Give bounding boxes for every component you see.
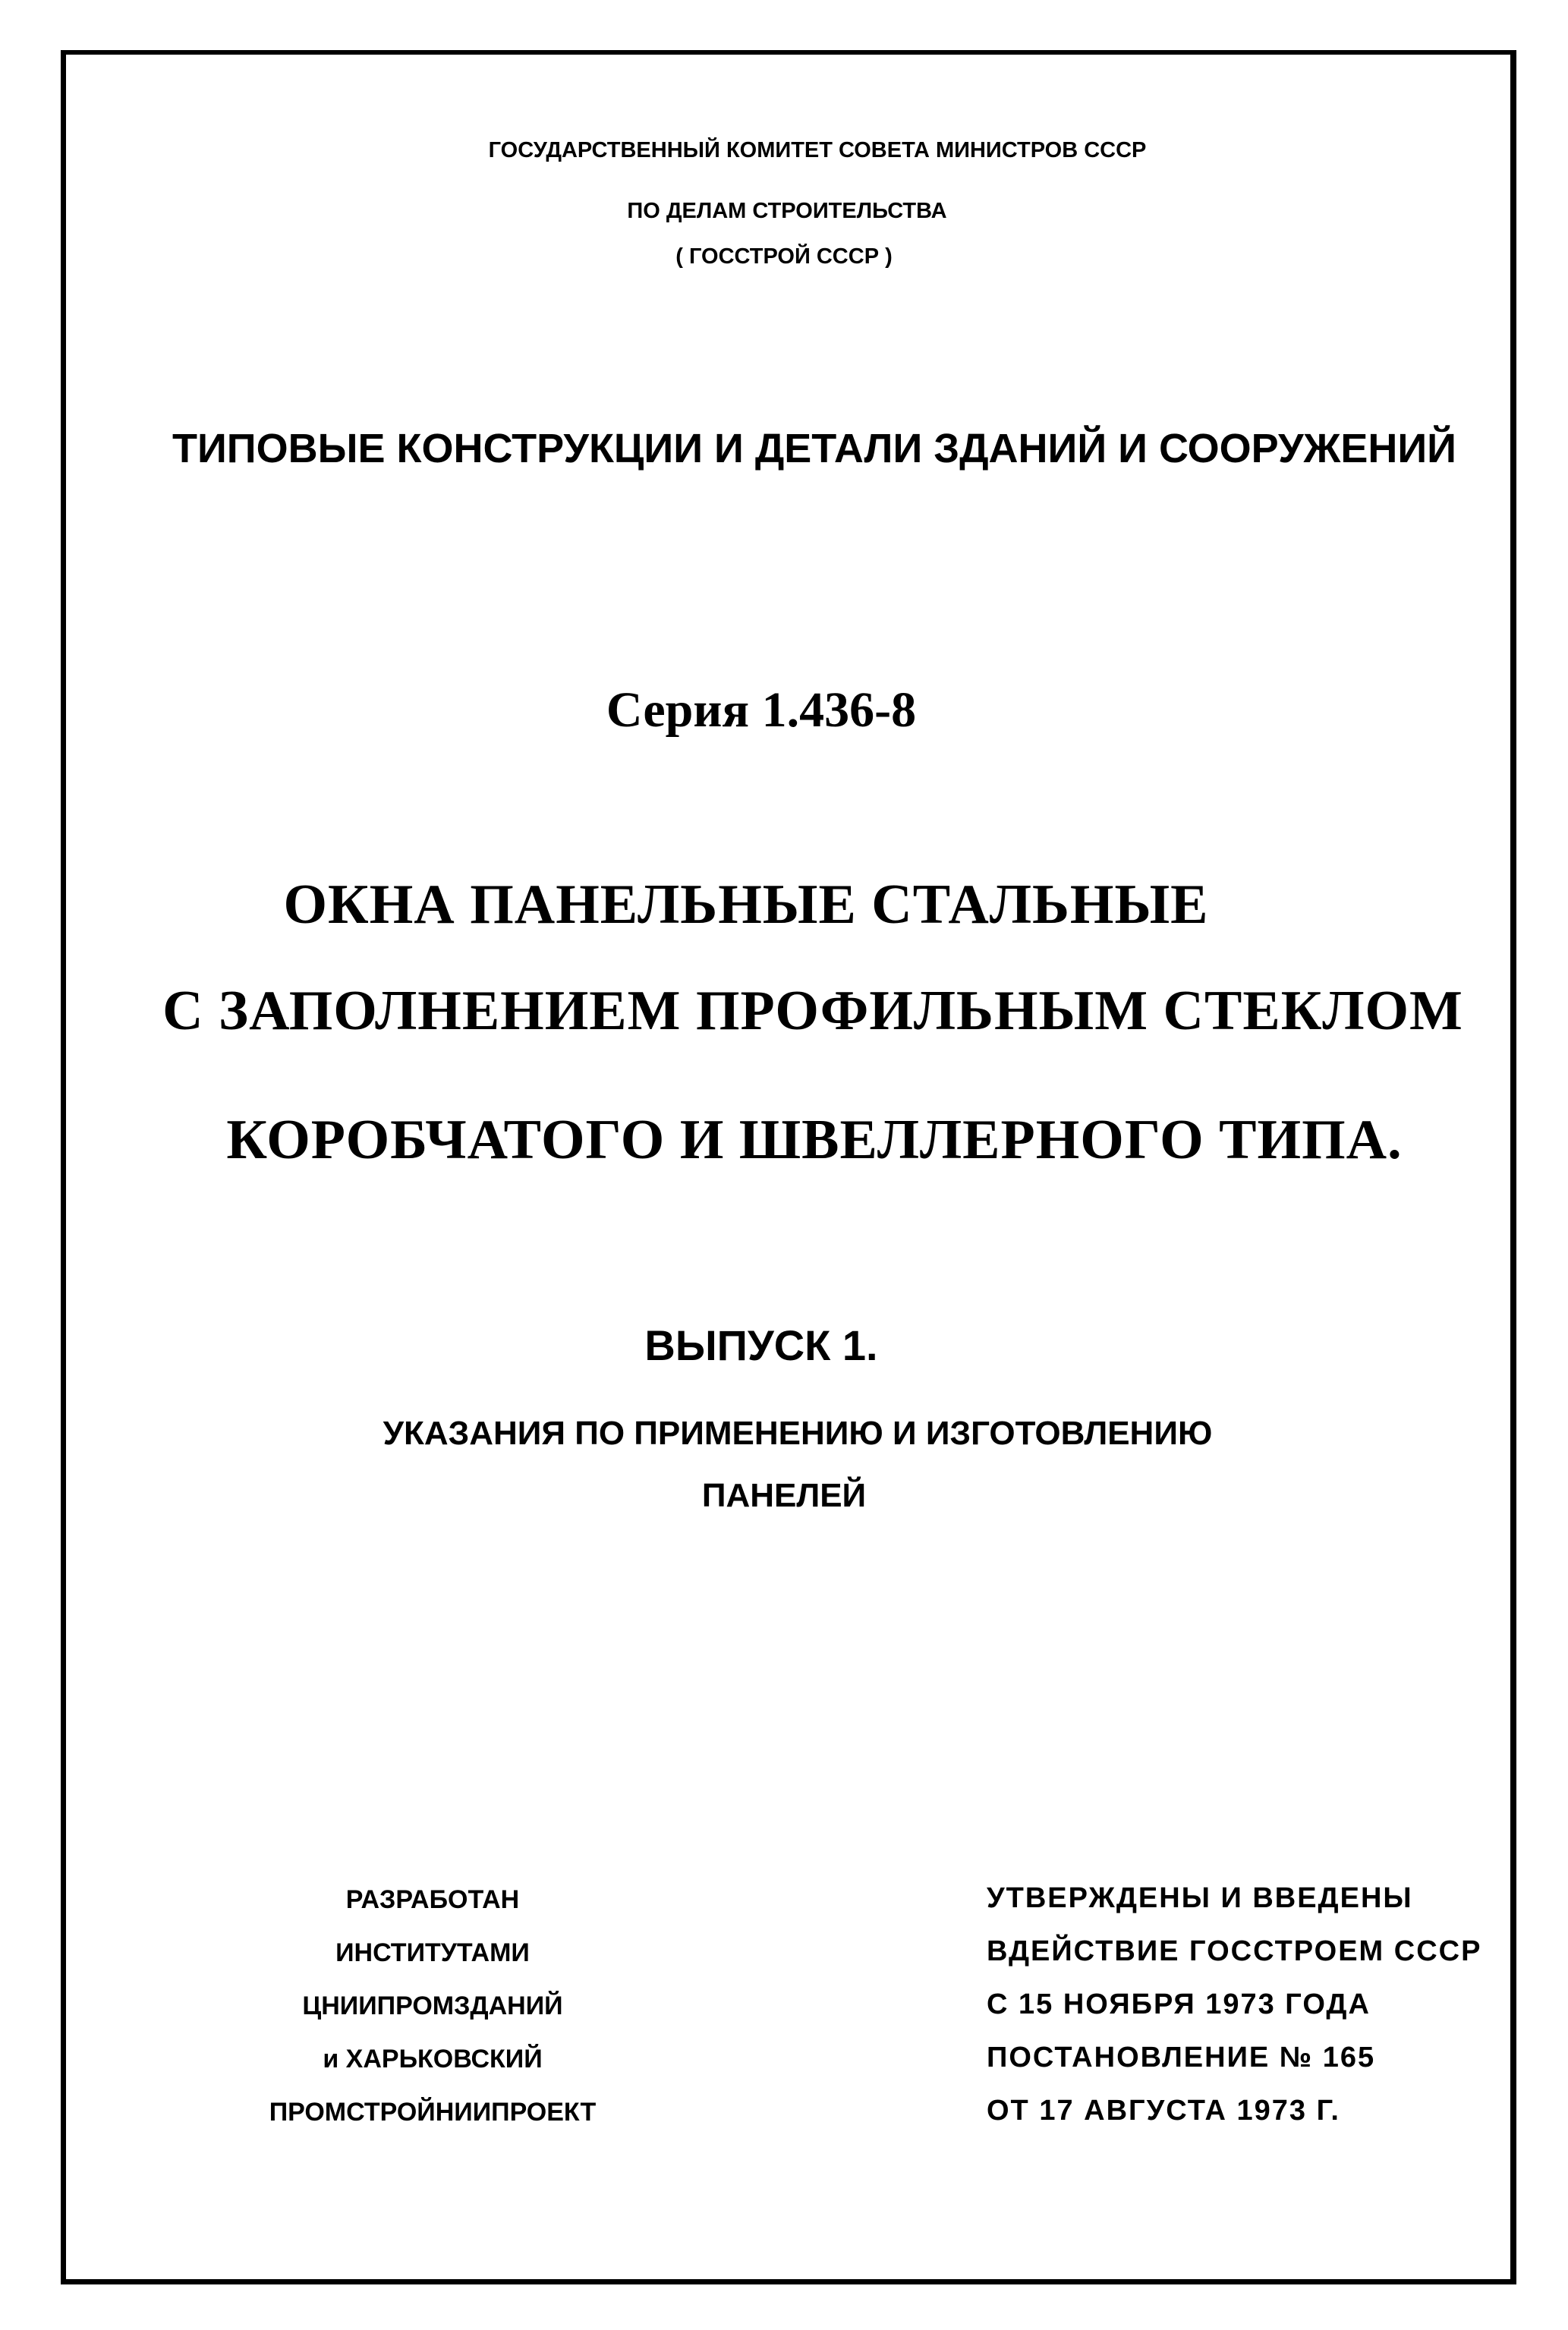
- developer-line: РАЗРАБОТАН: [345, 1885, 520, 1914]
- document-title-line-3: КОРОБЧАТОГО И ШВЕЛЛЕРНОГО ТИПА.: [226, 1109, 1403, 1171]
- subtitle-line-1: УКАЗАНИЯ ПО ПРИМЕНЕНИЮ И ИЗГОТОВЛЕНИЮ: [383, 1415, 1213, 1452]
- collection-heading: ТИПОВЫЕ КОНСТРУКЦИИ И ДЕТАЛИ ЗДАНИЙ И СООРУЖЕНИЙ: [172, 426, 1456, 471]
- org-line-2: ПО ДЕЛАМ СТРОИТЕЛЬСТВА: [627, 199, 947, 223]
- document-title-line-2: С ЗАПОЛНЕНИЕМ ПРОФИЛЬНЫМ СТЕКЛОМ: [162, 980, 1463, 1042]
- developer-line: и ХАРЬКОВСКИЙ: [323, 2045, 543, 2073]
- approval-line: ОТ 17 АВГУСТА 1973 Г.: [987, 2095, 1340, 2127]
- approval-line: С 15 НОЯБРЯ 1973 ГОДА: [987, 1988, 1371, 2020]
- document-title-line-1: ОКНА ПАНЕЛЬНЫЕ СТАЛЬНЫЕ: [283, 874, 1209, 936]
- org-line-3: ( ГОССТРОЙ СССР ): [675, 244, 893, 269]
- developer-block: [220, 1873, 645, 2139]
- developer-line: ПРОМСТРОЙНИИПРОЕКТ: [269, 2098, 597, 2127]
- approval-line: ПОСТАНОВЛЕНИЕ № 165: [987, 2042, 1376, 2073]
- org-line-1: ГОСУДАРСТВЕННЫЙ КОМИТЕТ СОВЕТА МИНИСТРОВ СССР: [488, 138, 1147, 162]
- subtitle-line-2: ПАНЕЛЕЙ: [701, 1477, 867, 1514]
- approval-line: УТВЕРЖДЕНЫ И ВВЕДЕНЫ: [987, 1882, 1413, 1914]
- approval-line: ВДЕЙСТВИЕ ГОССТРОЕМ СССР: [987, 1935, 1482, 1967]
- approval-block: [987, 1872, 1481, 2137]
- developer-line: ЦНИИПРОМЗДАНИЙ: [302, 1992, 563, 2020]
- issue-number: ВЫПУСК 1.: [644, 1321, 878, 1369]
- developer-line: ИНСТИТУТАМИ: [335, 1938, 530, 1967]
- series-number: Серия 1.436-8: [606, 682, 917, 738]
